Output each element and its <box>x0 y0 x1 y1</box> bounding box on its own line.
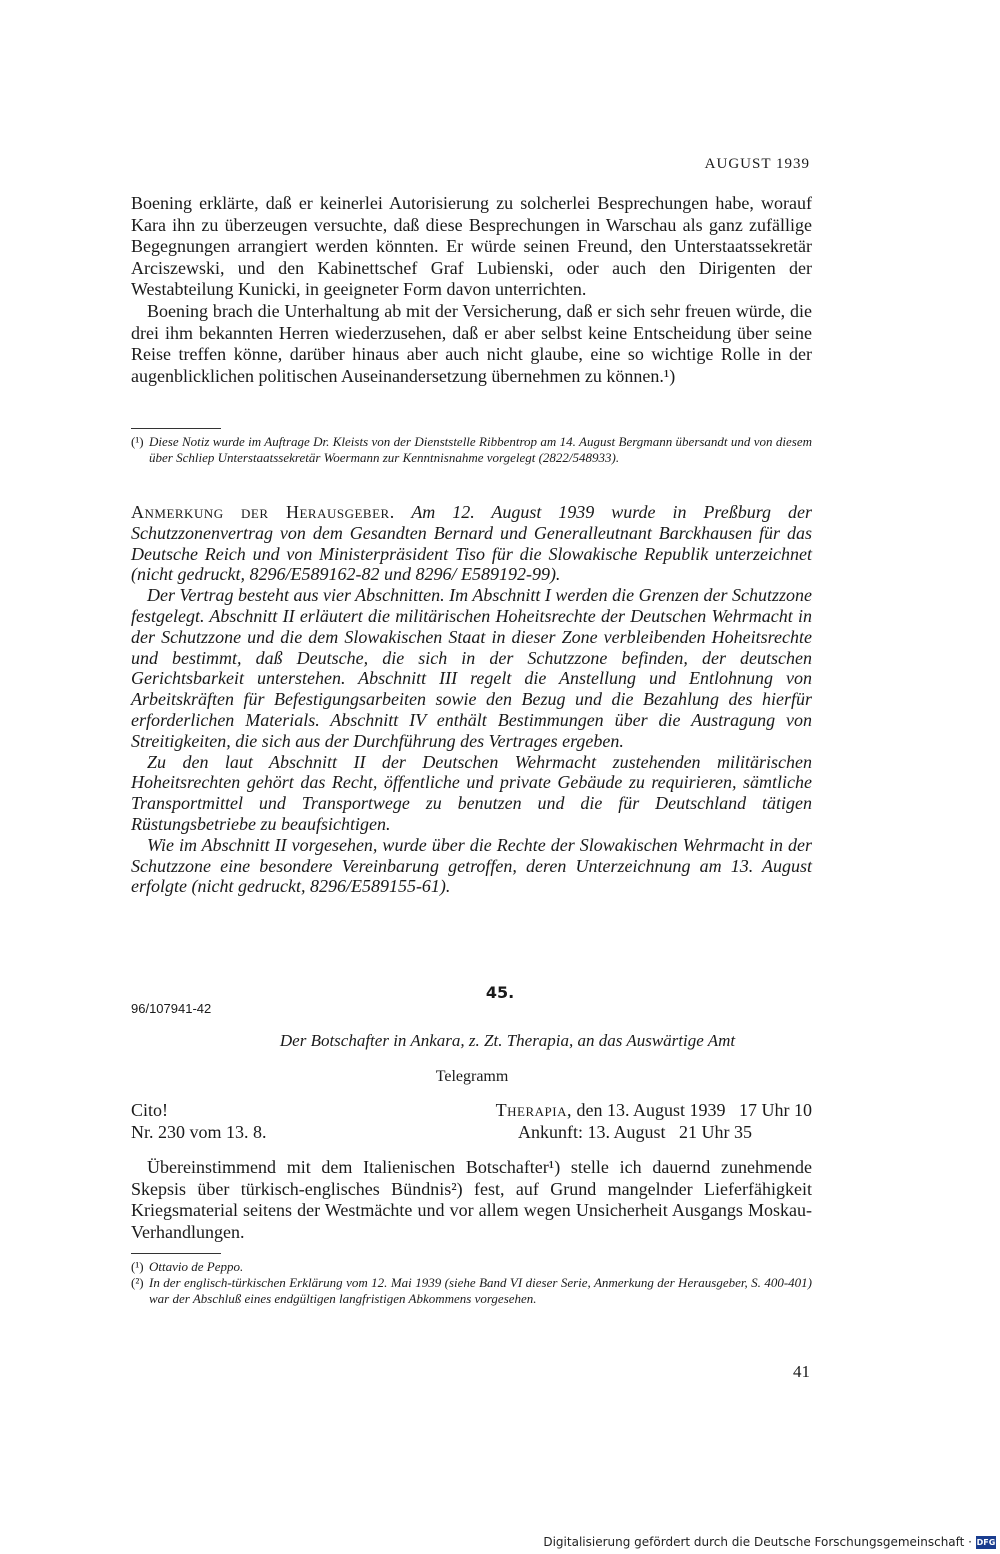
footnote-text: Ottavio de Peppo. <box>149 1259 244 1274</box>
footnote-rule <box>131 1253 221 1254</box>
footnote-number: (²) <box>131 1275 144 1290</box>
footer-bar <box>0 1532 1000 1554</box>
document-number: 45. <box>485 983 515 1002</box>
footer-text: Digitalisierung gefördert durch die Deutsche Forschungsgemeinschaft · <box>543 1535 972 1549</box>
editors-note-paragraph: Zu den laut Abschnitt II der Deutschen Wehrmacht zustehenden militärischen Hoheitsrechten gehört das Recht, öffentliche und private Gebäude zu requirieren, sämtliche Transportmittel und Transportwege zu benutzen und die für Deutschland tätigen Rüstungsbetriebe zu beaufsichtigen. <box>131 751 812 834</box>
editors-note <box>131 502 812 897</box>
telegram-body <box>131 1157 812 1243</box>
file-reference: 96/107941-42 <box>131 1001 212 1016</box>
editors-note-text: Am 12. August 1939 wurde in Preßburg der Schutzzonenvertrag von dem Gesandten Bernard und Generalleutnant Barckhausen für das Deutsche Reich und von Ministerpräsident Tiso für die Slowakische Republik unterzeichnet (nicht gedruckt, 8296/E589162-82 und 8296/ E589192-99). <box>131 502 812 585</box>
dispatch-date: den 13. August 1939 17 Uhr 10 <box>572 1100 812 1120</box>
urgency-marker: Cito! <box>131 1100 169 1120</box>
dispatch-place: Therapia, <box>495 1100 572 1120</box>
arrival-line: Ankunft: 13. August 21 Uhr 35 <box>518 1122 752 1142</box>
editors-note-label: Anmerkung der Herausgeber. <box>131 502 395 522</box>
running-head: AUGUST 1939 <box>704 156 810 172</box>
paragraph: Übereinstimmend mit dem Italienischen Botschafter¹) stelle ich dauernd zunehmende Skepsis über türkisch-englisches Bündnis²) fest, auf Grund mangelnder Lieferfähigkeit Kriegsmaterial seitens der Westmächte und vor allem wegen Unsicherheit Ausgangs Moskau-Verhandlungen. <box>131 1157 812 1242</box>
footnote-text: Diese Notiz wurde im Auftrage Dr. Kleists von der Dienststelle Ribbentrop am 14. August Bergmann übersandt und von diesem über Schliep Unterstaatssekretär Woermann zur Kenntnisnahme vorgelegt (2822/548933). <box>149 434 812 465</box>
telegram-number: Nr. 230 vom 13. 8. <box>131 1122 267 1142</box>
editors-note-paragraph: Der Vertrag besteht aus vier Abschnitten. Im Abschnitt I werden die Grenzen der Schutzzone festgelegt. Abschnitt II erläutert die militärischen Hoheitsrechte der Deutschen Wehrmacht in der Schutzzone und die dem Slowakischen Staat in dieser Zone verbleibenden Hoheitsrechte und bestimmt, daß Deutsche, die sich in der Schutzzone befinden, der deutschen Gerichtsbarkeit unterstehen. Abschnitt III regelt die Anstellung und Entlohnung von Arbeitskräften für Befestigungsarbeiten sowie den Bezug und die Bezahlung des hierfür erforderlichen Materials. Abschnitt IV enthält Bestimmungen über die Austragung von Streitigkeiten, die sich aus der Durchführung des Vertrages ergeben. <box>131 585 812 751</box>
editors-note-paragraph <box>131 502 812 585</box>
footnote-rule <box>131 428 221 429</box>
document-type: Telegramm <box>435 1068 509 1085</box>
footnote-number: (¹) <box>131 434 144 449</box>
paragraph: Boening erklärte, daß er keinerlei Autorisierung zu solcherlei Besprechungen habe, worauf Kara ihn zu überzeugen versuchte, daß diese Besprechungen in Warschau als ganz zufällige Begegnungen arrangiert werden könnten. Er würde seinen Freund, den Unterstaatssekretär Arciszewski, und den Kabinettschef Graf Lubienski, oder auch den Dirigenten der Westabteilung Kunicki, in geeigneter Form davon unterrichten. <box>131 193 812 300</box>
telegram-header <box>131 1099 812 1143</box>
footnote-text: In der englisch-türkischen Erklärung vom 12. Mai 1939 (siehe Band VI dieser Serie, Anmerkung der Herausgeber, S. 400-401) war der Abschluß eines endgültigen langfristigen Abkommens vorgesehen. <box>149 1275 812 1306</box>
footnote-number: (¹) <box>131 1259 144 1274</box>
footnotes <box>131 1259 812 1307</box>
footnote <box>131 434 812 466</box>
page-number: 41 <box>793 1362 810 1381</box>
document-title: Der Botschafter in Ankara, z. Zt. Therapia, an das Auswärtige Amt <box>279 1031 736 1050</box>
dfg-logo: DFG <box>976 1538 996 1547</box>
top-text <box>131 193 812 387</box>
paragraph: Boening brach die Unterhaltung ab mit der Versicherung, daß er sich sehr freuen würde, die drei ihm bekannten Herren wiederzusehen, daß er aber selbst keine Entscheidung über seine Reise treffen könne, darüber hinaus aber auch nicht glaube, eine so wichtige Rolle in der augenblicklichen politischen Auseinandersetzung übernehmen zu können.¹) <box>131 300 812 386</box>
editors-note-paragraph: Wie im Abschnitt II vorgesehen, wurde über die Rechte der Slowakischen Wehrmacht in der Schutzzone eine besondere Vereinbarung getroffen, deren Unterzeichnung am 13. August erfolgte (nicht gedruckt, 8296/E589155-61). <box>131 834 812 897</box>
dispatch-line <box>496 1099 812 1121</box>
